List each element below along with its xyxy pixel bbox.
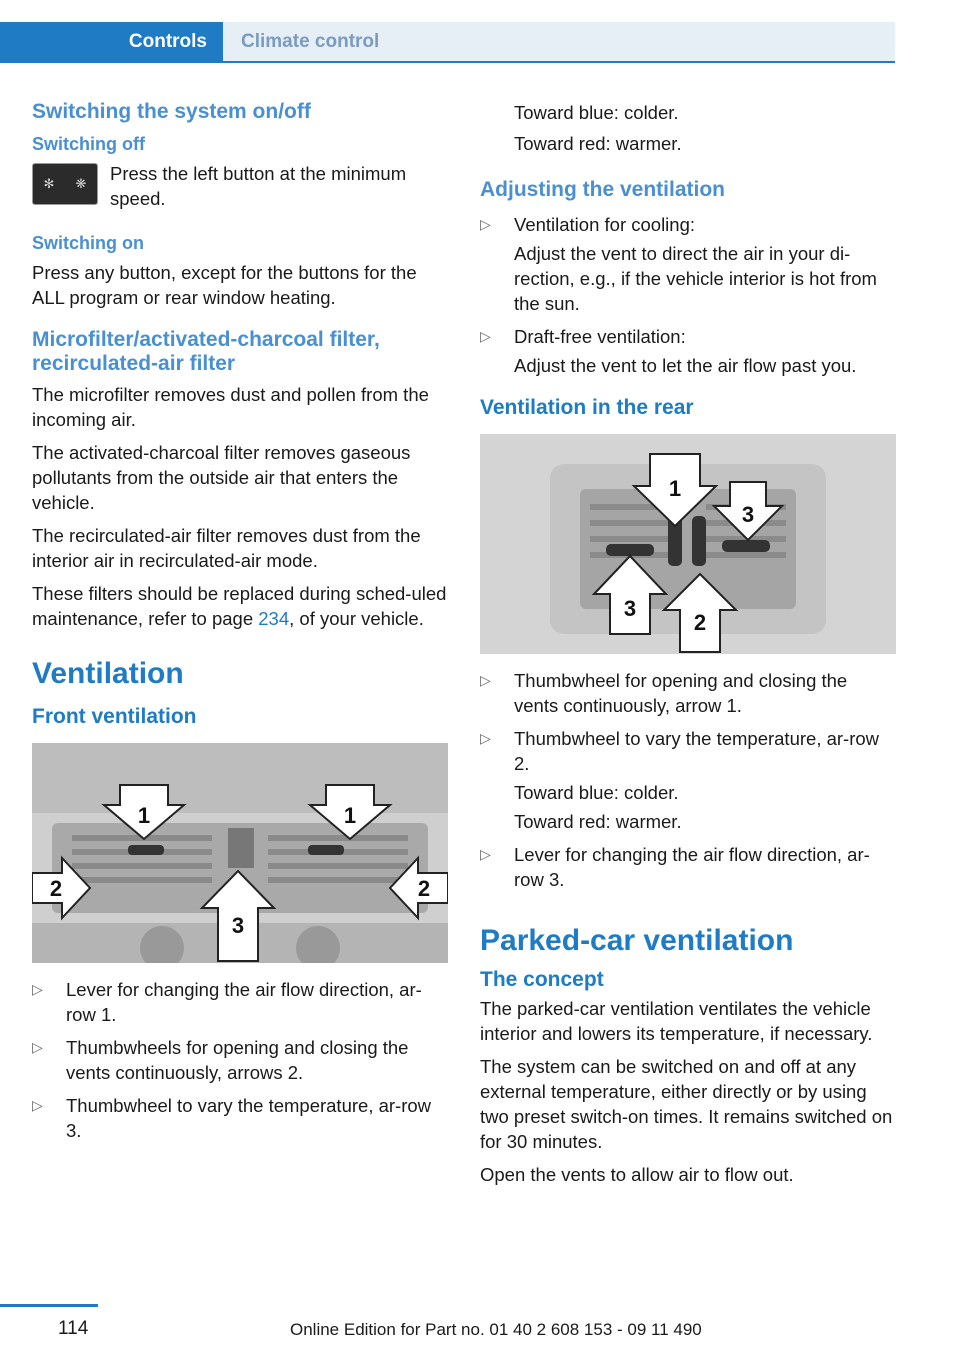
parked-car-title: Parked-car ventilation bbox=[480, 924, 794, 958]
front-ventilation-title: Front ventilation bbox=[32, 705, 197, 729]
adjusting-title: Adjusting the ventilation bbox=[480, 178, 725, 201]
switching-off-text: Press the left button at the minimum speed. bbox=[110, 163, 407, 210]
rear-vent-diagram bbox=[480, 434, 896, 654]
tab-controls-label: Controls bbox=[128, 31, 207, 52]
switching-title: Switching the system on/off bbox=[32, 100, 311, 123]
page-link-234[interactable]: 234 bbox=[258, 608, 290, 630]
fan-high-icon: ❋ bbox=[75, 176, 87, 192]
front-bullet-list bbox=[32, 977, 448, 1143]
list-item bbox=[32, 1093, 448, 1143]
list-item bbox=[32, 977, 448, 1027]
filter-p2: The activated-charcoal filter removes gaseous pollutants from the outside air that enters the vehicle. bbox=[32, 442, 411, 514]
list-item-text: Thumbwheel to vary the temperature, ar-row 3. bbox=[66, 1095, 432, 1142]
filter-title: Microfilter/activated-charcoal filter, recirculated-air filter bbox=[32, 328, 380, 376]
page-number: 114 bbox=[58, 1318, 89, 1339]
toward-red-text: Toward red: warmer. bbox=[514, 133, 682, 154]
ventilation-title: Ventilation bbox=[32, 657, 184, 691]
list-item-text: Thumbwheel to vary the temperature, ar-row 2. bbox=[514, 728, 880, 775]
front-vent-diagram bbox=[32, 743, 448, 963]
triangle-bullet-icon: ▷ bbox=[480, 730, 491, 747]
triangle-bullet-icon: ▷ bbox=[480, 216, 491, 233]
tab-climate-control[interactable] bbox=[223, 22, 895, 62]
rear-callout-3b: 3 bbox=[623, 596, 637, 622]
concept-p2: The system can be switched on and off at any external temperature, either directly or by using two preset switch-on times. It remains switched on for 30 minutes. bbox=[480, 1056, 893, 1153]
front-callout-3: 3 bbox=[231, 913, 245, 939]
list-item-text: Thumbwheel for opening and closing the vents continuously, arrow 1. bbox=[514, 670, 848, 717]
triangle-bullet-icon: ▷ bbox=[32, 1097, 43, 1114]
concept-p1: The parked-car ventilation ventilates the vehicle interior and lowers its temperature, if necessary. bbox=[480, 998, 873, 1045]
right-column bbox=[480, 100, 896, 1195]
fan-low-icon: ✻ bbox=[43, 176, 55, 192]
list-item bbox=[480, 324, 896, 378]
filter-p4-tail: , of your vehicle. bbox=[289, 608, 424, 630]
toward-blue-text: Toward blue: colder. bbox=[514, 102, 679, 123]
triangle-bullet-icon: ▷ bbox=[480, 672, 491, 689]
triangle-bullet-icon: ▷ bbox=[32, 1039, 43, 1056]
list-item-subtext: Toward blue: colder. bbox=[514, 782, 679, 804]
rear-callout-3a: 3 bbox=[741, 502, 755, 528]
switching-off-title: Switching off bbox=[32, 134, 145, 155]
list-item-text: Ventilation for cooling: bbox=[514, 214, 696, 236]
list-item bbox=[480, 668, 896, 718]
list-item bbox=[480, 212, 896, 316]
header-rule bbox=[0, 61, 895, 63]
list-item-text: Thumbwheels for opening and closing the vents continuously, arrows 2. bbox=[66, 1037, 409, 1084]
rear-callout-1: 1 bbox=[668, 476, 682, 502]
rear-ventilation-title: Ventilation in the rear bbox=[480, 396, 694, 420]
list-item-text: Lever for changing the air flow direction, ar-row 1. bbox=[66, 979, 422, 1026]
rear-ventilation-photo bbox=[480, 434, 896, 654]
concept-p3: Open the vents to allow air to flow out. bbox=[480, 1164, 794, 1186]
front-ventilation-photo bbox=[32, 743, 448, 963]
switching-on-title: Switching on bbox=[32, 233, 144, 254]
tab-controls[interactable] bbox=[0, 22, 223, 62]
tab-climate-control-label: Climate control bbox=[241, 31, 380, 52]
footer-rule bbox=[0, 1304, 98, 1307]
triangle-bullet-icon: ▷ bbox=[480, 328, 491, 345]
concept-title: The concept bbox=[480, 968, 604, 992]
rear-callout-2: 2 bbox=[693, 610, 707, 636]
edition-text: Online Edition for Part no. 01 40 2 608 153 - 09 11 490 bbox=[290, 1320, 702, 1339]
list-item-text: Draft-free ventilation: bbox=[514, 326, 686, 348]
triangle-bullet-icon: ▷ bbox=[480, 846, 491, 863]
triangle-bullet-icon: ▷ bbox=[32, 981, 43, 998]
filter-p1: The microfilter removes dust and pollen from the incoming air. bbox=[32, 384, 429, 431]
list-item-subtext: Toward red: warmer. bbox=[514, 811, 682, 833]
list-item bbox=[480, 726, 896, 834]
list-item bbox=[32, 1035, 448, 1085]
list-item-text: Lever for changing the air flow direction, ar-row 3. bbox=[514, 844, 870, 891]
switching-off-block bbox=[32, 161, 448, 211]
front-callout-1a: 1 bbox=[137, 803, 151, 829]
filter-p3: The recirculated-air filter removes dust from the interior air in recirculated-air mode. bbox=[32, 525, 421, 572]
front-callout-1b: 1 bbox=[343, 803, 357, 829]
fan-button-image bbox=[32, 163, 98, 205]
switching-on-text: Press any button, except for the buttons for the ALL program or rear window heating. bbox=[32, 262, 417, 309]
left-column bbox=[32, 100, 448, 1151]
filter-p4-text: These filters should be replaced during sched-uled maintenance, refer to page bbox=[32, 583, 447, 630]
filter-p4 bbox=[32, 581, 448, 631]
front-callout-2b: 2 bbox=[417, 876, 431, 902]
list-item bbox=[480, 842, 896, 892]
rear-bullet-list bbox=[480, 668, 896, 892]
list-item-subtext: Adjust the vent to direct the air in your di-rection, e.g., if the vehicle interior is hot from the sun. bbox=[514, 243, 877, 315]
front-callout-2a: 2 bbox=[49, 876, 63, 902]
adjust-bullet-list bbox=[480, 212, 896, 378]
list-item-subtext: Adjust the vent to let the air flow past you. bbox=[514, 355, 857, 377]
